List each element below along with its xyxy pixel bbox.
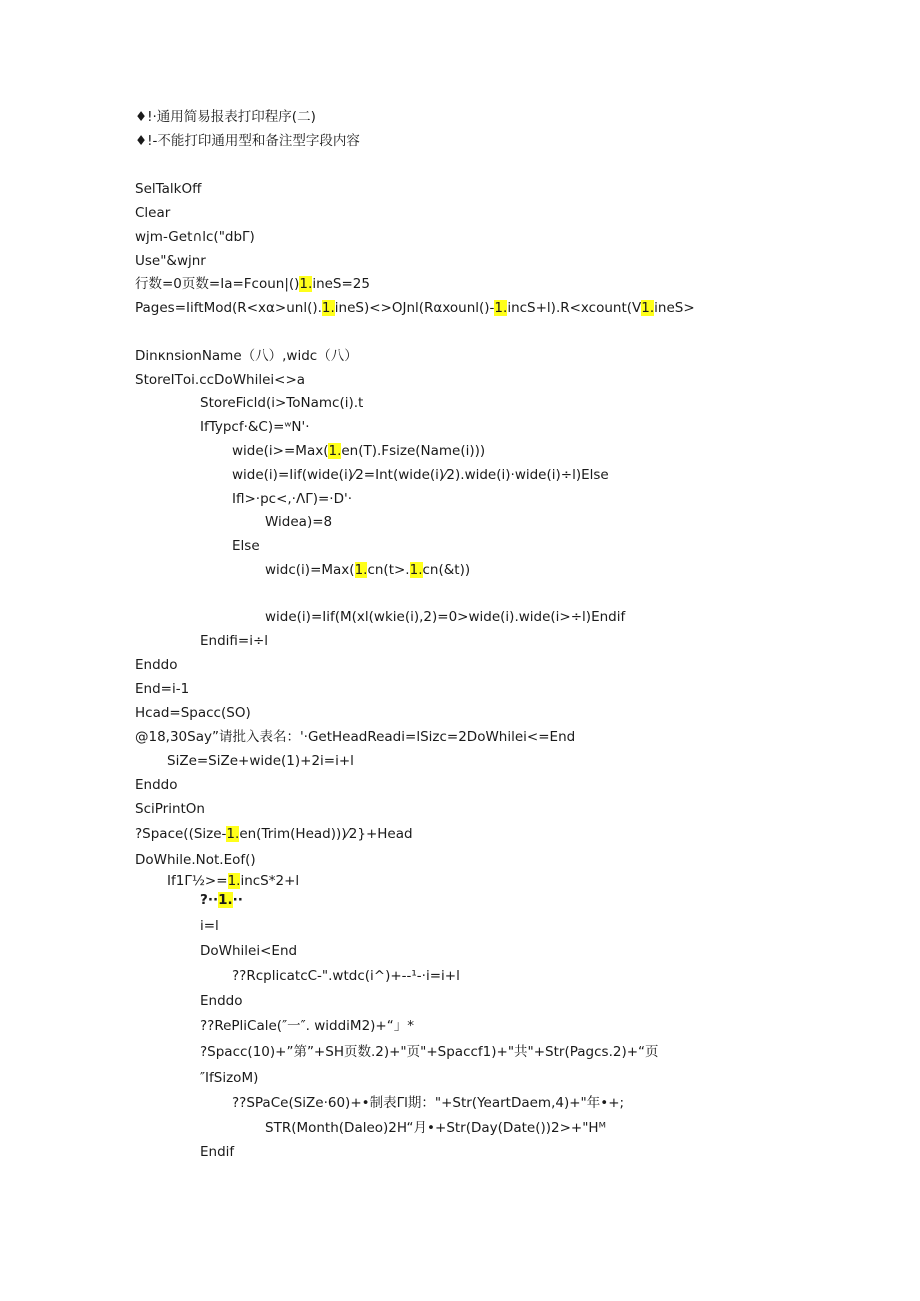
code-text: DoWhilei<End (200, 943, 298, 959)
code-text: Widea)=8 (265, 514, 333, 530)
code-text: ??RePliCale(″一″. widdiM2)+“」* (200, 1018, 414, 1034)
code-text: wide(i)=Iif(wide(i)⁄2=Int(wide(i)⁄2).wide(i)·wide(i)÷l)Else (232, 467, 609, 483)
code-line (167, 752, 354, 770)
code-text: DoWhile.Not.Eof() (135, 852, 256, 868)
code-line (200, 917, 219, 935)
code-line (200, 418, 310, 436)
code-line (232, 537, 260, 555)
code-line (265, 608, 625, 626)
code-line (135, 776, 177, 794)
code-line (135, 728, 575, 746)
code-text: ??SPaCe(SiZe·60)+•制表Γl期："+Str(YeartDaem,4)+"年•+; (232, 1095, 625, 1111)
code-line (135, 704, 251, 722)
code-line (135, 275, 370, 293)
code-text: wjm-Get∩lc("dbΓ) (135, 229, 255, 245)
code-text: en(Trim(Head)))⁄2}+Head (239, 826, 413, 842)
code-line (232, 967, 460, 985)
code-line (135, 347, 358, 365)
code-text: ?Space((Size- (135, 826, 227, 842)
code-line (232, 466, 609, 484)
code-line (135, 228, 255, 246)
code-line (232, 442, 485, 460)
code-text: wide(i)=Iif(M(xl(wkie(i),2)=0>wide(i).wide(i>÷l)Endif (265, 609, 626, 625)
code-line (232, 490, 352, 508)
code-line (232, 1094, 624, 1112)
comment-line-2: ♦!-不能打印通用型和备注型字段内容 (135, 133, 360, 149)
code-text: Use"&wjnr (135, 253, 206, 269)
code-text: ineS=25 (312, 276, 370, 292)
code-text: DinκnsionName（八）,widc（八） (135, 348, 358, 364)
highlighted-text: 1. (328, 443, 342, 459)
code-text: Ifl>·pc<,·ΛΓ)=·D'· (232, 491, 352, 507)
code-line (265, 561, 470, 579)
code-text: wide(i>=Max( (232, 443, 329, 459)
code-text: widc(i)=Max( (265, 562, 355, 578)
code-line (200, 1143, 234, 1161)
code-line (135, 299, 695, 317)
code-line (200, 992, 242, 1010)
code-text: ineS)<>OJnl(Rαxounl()- (334, 300, 495, 316)
code-text: STR(Month(Daleo)2H“月•+Str(Day(Date())2>+"Hᴹ (265, 1120, 606, 1136)
code-line (135, 204, 170, 222)
code-text: i=l (200, 918, 219, 934)
highlighted-text: 1. (409, 562, 423, 578)
code-text: Clear (135, 205, 171, 221)
code-text: ineS> (654, 300, 695, 316)
code-text: IfTypcf·&C)=ʷN'· (200, 419, 310, 435)
code-text: 行数=0页数=Ia=Fcoun|() (135, 276, 300, 292)
highlighted-text: 1. (494, 300, 508, 316)
code-text: Enddo (135, 777, 178, 793)
highlighted-text: 1. (321, 300, 335, 316)
code-line (200, 1069, 258, 1087)
code-line (200, 394, 363, 412)
code-text: incS*2+l (240, 873, 300, 889)
code-line (200, 891, 243, 909)
code-text: ?·· (200, 892, 219, 908)
code-text: Hcad=Spacc(SO) (135, 705, 251, 721)
code-text: If1Γ½>= (167, 873, 228, 889)
code-text: Pages=IiftMod(R<xα>unl(). (135, 300, 322, 316)
code-text: SiZe=SiZe+wide(1)+2i=i+l (167, 753, 354, 769)
code-line (265, 513, 332, 531)
code-line (200, 1043, 659, 1061)
code-text: cn(&t)) (422, 562, 471, 578)
code-line (135, 656, 177, 674)
code-text: cn(t>. (367, 562, 410, 578)
code-line (135, 180, 201, 198)
code-line (200, 942, 297, 960)
highlighted-text: 1. (226, 826, 240, 842)
code-text: Else (232, 538, 260, 554)
highlighted-text: 1. (218, 892, 233, 908)
code-text: End=i-1 (135, 681, 190, 697)
code-line (200, 1017, 414, 1035)
code-line (265, 1119, 606, 1137)
code-text: en(T).Fsize(Name(i))) (341, 443, 486, 459)
highlighted-text: 1. (641, 300, 655, 316)
code-text: ??RcplicatcC-".wtdc(i^)+--¹-·i=i+l (232, 968, 460, 984)
code-line (135, 371, 305, 389)
code-text: Enddo (200, 993, 243, 1009)
code-text: Endif (200, 1144, 235, 1160)
code-text: ·· (232, 892, 243, 908)
code-text: StoreITοi.ccDoWhilei<>a (135, 372, 306, 388)
code-text: ″IfSizoM) (200, 1070, 259, 1086)
code-text: SelTalkOff (135, 181, 202, 197)
code-line (135, 800, 205, 818)
code-text: Enddo (135, 657, 178, 673)
highlighted-text: 1. (299, 276, 313, 292)
code-line (167, 872, 299, 890)
code-text: @18,30Say”请批入表名：'·GetHeadReadi=lSizc=2DoWhilei<=End (135, 729, 576, 745)
code-text: SciPrintOn (135, 801, 205, 817)
highlighted-text: 1. (354, 562, 368, 578)
code-line (135, 680, 189, 698)
code-line (135, 825, 413, 843)
code-text: StoreFicld(i>ToNamc(i).t (200, 395, 364, 411)
code-text: incS+l).R<xcount(V (507, 300, 642, 316)
highlighted-text: 1. (227, 873, 241, 889)
comment-line-1: ♦!·通用简易报表打印程序(二) (135, 109, 316, 125)
code-line (135, 252, 206, 270)
code-text: Endifi=i÷l (200, 633, 269, 649)
code-line (200, 632, 268, 650)
code-line (135, 851, 256, 869)
code-text: ?Spacc(10)+”第”+SH页数.2)+"页"+Spaccf1)+"共"+Str(Pagcs.2)+“页 (200, 1044, 659, 1060)
